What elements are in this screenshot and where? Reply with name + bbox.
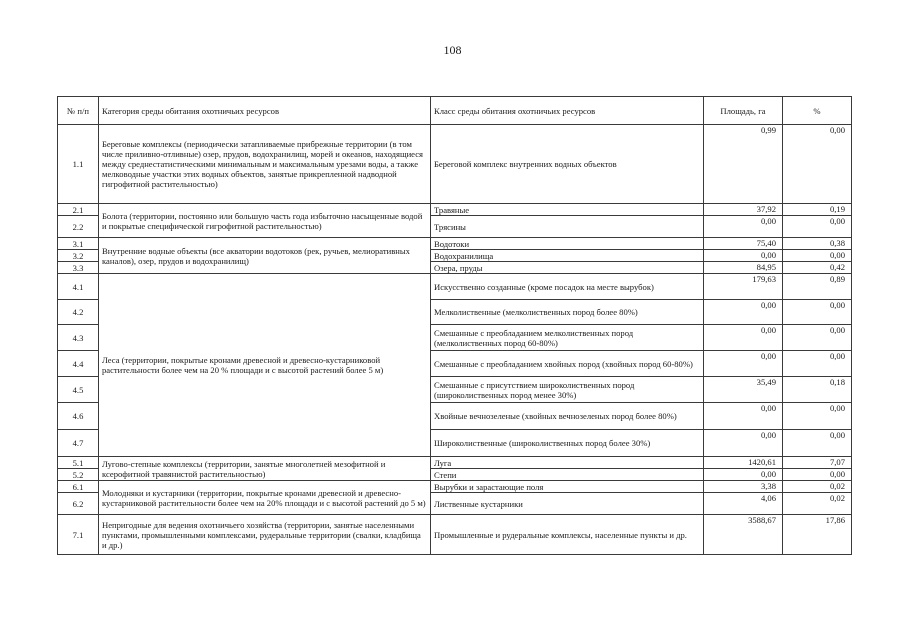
row-class: Водохранилища: [431, 250, 704, 262]
row-num: 5.1: [58, 457, 99, 469]
row-percent: 0,42: [783, 262, 852, 274]
header-category: Категория среды обитания охотничьих ресурсов: [99, 97, 431, 125]
row-category: Леса (территории, покрытые кронами древесной и древесно-кустарниковой растительности более чем на 20 % площади и с высотой растений более 5 м): [99, 274, 431, 457]
row-class: Береговой комплекс внутренних водных объектов: [431, 125, 704, 204]
row-num: 6.1: [58, 481, 99, 493]
row-class: Широколиственные (широколиственных пород более 30%): [431, 430, 704, 457]
row-percent: 0,38: [783, 238, 852, 250]
row-num: 4.3: [58, 325, 99, 351]
row-area: 3,38: [704, 481, 783, 493]
row-category: Болота (территории, постоянно или большую часть года избыточно насыщенные водой и покрытые специфической гигрофитной растительностью): [99, 204, 431, 238]
row-num: 4.2: [58, 300, 99, 325]
row-class: Озера, пруды: [431, 262, 704, 274]
table-row: [58, 204, 852, 216]
row-area: 75,40: [704, 238, 783, 250]
row-category: Лугово-степные комплексы (территории, занятые многолетней мезофитной и ксерофитной травянистой растительностью): [99, 457, 431, 481]
table-row: [58, 457, 852, 469]
row-class: Луга: [431, 457, 704, 469]
row-num: 4.5: [58, 377, 99, 403]
row-area: 0,00: [704, 469, 783, 481]
row-num: 5.2: [58, 469, 99, 481]
row-class: Степи: [431, 469, 704, 481]
row-num: 6.2: [58, 493, 99, 515]
row-category: Береговые комплексы (периодически затапливаемые прибрежные территории (в том числе приливно-отливные) озер, прудов, водохранилищ, морей и океанов, находящиеся между среднестатистическими минимальным и максимальным урезами воды, а также мелководные участки этих водных объектов, занятые прикрепленной надводной гигрофитной растительностью): [99, 125, 431, 204]
table-row: [58, 274, 852, 300]
row-class: Водотоки: [431, 238, 704, 250]
row-num: 3.3: [58, 262, 99, 274]
table-row: [58, 238, 852, 250]
row-area: 0,00: [704, 300, 783, 325]
row-num: 1.1: [58, 125, 99, 204]
row-area: 84,95: [704, 262, 783, 274]
row-percent: 0,00: [783, 216, 852, 238]
row-percent: 0,00: [783, 403, 852, 430]
row-area: 3588,67: [704, 515, 783, 555]
row-area: 0,00: [704, 403, 783, 430]
row-percent: 0,00: [783, 300, 852, 325]
row-percent: 0,00: [783, 250, 852, 262]
row-percent: 17,86: [783, 515, 852, 555]
row-class: Лиственные кустарники: [431, 493, 704, 515]
row-num: 3.2: [58, 250, 99, 262]
row-area: 0,00: [704, 216, 783, 238]
row-num: 4.7: [58, 430, 99, 457]
row-percent: 7,07: [783, 457, 852, 469]
row-percent: 0,89: [783, 274, 852, 300]
row-class: Вырубки и зарастающие поля: [431, 481, 704, 493]
row-area: 179,63: [704, 274, 783, 300]
header-area: Площадь, га: [704, 97, 783, 125]
row-area: 0,00: [704, 325, 783, 351]
row-class: Искусственно созданные (кроме посадок на месте вырубок): [431, 274, 704, 300]
row-percent: 0,00: [783, 469, 852, 481]
table-header-row: [58, 97, 852, 125]
row-category: Непригодные для ведения охотничьего хозяйства (территории, занятые населенными пунктами, промышленными комплексами, рудеральные территории (свалки, кладбища и др.): [99, 515, 431, 555]
row-area: 35,49: [704, 377, 783, 403]
row-percent: 0,00: [783, 125, 852, 204]
row-percent: 0,00: [783, 325, 852, 351]
row-percent: 0,00: [783, 430, 852, 457]
row-percent: 0,18: [783, 377, 852, 403]
row-num: 4.1: [58, 274, 99, 300]
row-class: Мелколиственные (мелколиственных пород более 80%): [431, 300, 704, 325]
row-num: 4.6: [58, 403, 99, 430]
row-area: 0,00: [704, 351, 783, 377]
row-class: Промышленные и рудеральные комплексы, населенные пункты и др.: [431, 515, 704, 555]
row-area: 37,92: [704, 204, 783, 216]
row-area: 0,00: [704, 250, 783, 262]
row-area: 1420,61: [704, 457, 783, 469]
row-percent: 0,02: [783, 481, 852, 493]
header-num: № п/п: [58, 97, 99, 125]
page-number: 108: [443, 43, 462, 57]
row-num: 3.1: [58, 238, 99, 250]
row-class: Смешанные с присутствием широколиственных пород (широколиственных пород менее 30%): [431, 377, 704, 403]
row-num: 2.1: [58, 204, 99, 216]
habitat-table: [57, 96, 852, 555]
header-class: Класс среды обитания охотничьих ресурсов: [431, 97, 704, 125]
row-area: 4,06: [704, 493, 783, 515]
row-num: 4.4: [58, 351, 99, 377]
row-class: Травяные: [431, 204, 704, 216]
table-row: [58, 515, 852, 555]
row-category: Внутренние водные объекты (все акватории водотоков (рек, ручьев, мелиоративных каналов), озер, прудов и водохранилищ): [99, 238, 431, 274]
table-row: [58, 481, 852, 493]
row-area: 0,00: [704, 430, 783, 457]
row-num: 2.2: [58, 216, 99, 238]
row-class: Хвойные вечнозеленые (хвойных вечнозеленых пород более 80%): [431, 403, 704, 430]
row-class: Смешанные с преобладанием мелколиственных пород (мелколиственных пород 60-80%): [431, 325, 704, 351]
row-class: Трясины: [431, 216, 704, 238]
row-percent: 0,02: [783, 493, 852, 515]
row-class: Смешанные с преобладанием хвойных пород (хвойных пород 60-80%): [431, 351, 704, 377]
table-row: [58, 125, 852, 204]
header-percent: %: [783, 97, 852, 125]
row-category: Молодняки и кустарники (территории, покрытые кронами древесной и древесно-кустарниковой растительности более чем на 20% площади и с высотой растений до 5 м): [99, 481, 431, 515]
row-percent: 0,00: [783, 351, 852, 377]
row-num: 7.1: [58, 515, 99, 555]
row-area: 0,99: [704, 125, 783, 204]
row-percent: 0,19: [783, 204, 852, 216]
